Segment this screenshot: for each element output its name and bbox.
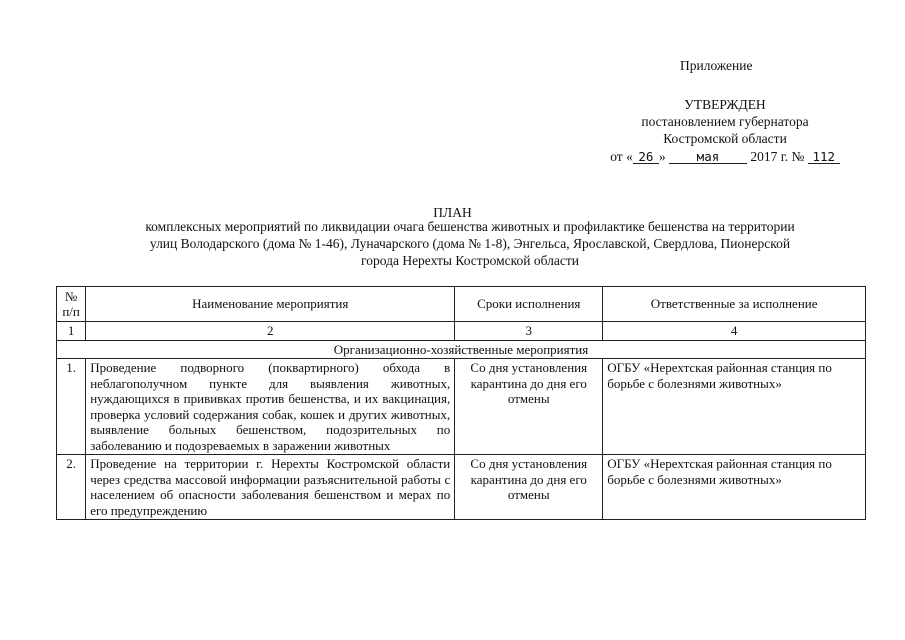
- row-responsible: ОГБУ «Нерехтская районная станция по борьбе с болезнями животных»: [603, 455, 866, 520]
- date-day-handwritten: 26: [633, 150, 659, 164]
- appendix-label: Приложение: [680, 58, 753, 73]
- row-name: Проведение на территории г. Нерехты Костромской области через средства массовой информации разъяснительной работы с населением об опасности заболевания бешенством и мерах по его предупреждению: [86, 455, 455, 520]
- column-number-row: [57, 322, 866, 341]
- column-number: 4: [603, 322, 866, 341]
- header-name: Наименование мероприятия: [86, 287, 455, 322]
- header-number: № п/п: [57, 287, 86, 322]
- approved-by-line: постановлением губернатора: [641, 114, 809, 129]
- row-term: Со дня установления карантина до дня его отмены: [455, 455, 603, 520]
- row-number: 2.: [57, 455, 86, 520]
- row-name: Проведение подворного (поквартирного) обхода в неблагополучном пункте для выявления животных, нуждающихся в прививках против бешенства, и их вакцинация, проверка условий содержания собак, кошек и других животных, выявление больных бешенством, подозрительных по заболеванию и подозреваемых в заражении животных: [86, 359, 455, 455]
- row-term: Со дня установления карантина до дня его отмены: [455, 359, 603, 455]
- plan-subtitle-line: комплексных мероприятий по ликвидации очага бешенства животных и профилактике бешенства на территории: [145, 219, 795, 234]
- plan-subtitle-line: города Нерехты Костромской области: [361, 253, 579, 268]
- column-number: 1: [57, 322, 86, 341]
- plan-subtitle: [90, 218, 850, 269]
- plan-subtitle-line: улиц Володарского (дома № 1-46), Луначарского (дома № 1-8), Энгельса, Ярославской, Свердлова, Пионерской: [149, 236, 791, 251]
- section-title: Организационно-хозяйственные мероприятия: [57, 340, 866, 359]
- section-row: [57, 340, 866, 359]
- date-prefix: от «: [610, 149, 633, 164]
- date-year: 2017 г. №: [750, 149, 805, 164]
- approved-region-line: Костромской области: [663, 131, 787, 146]
- header-term: Сроки исполнения: [455, 287, 603, 322]
- header-responsible: Ответственные за исполнение: [603, 287, 866, 322]
- column-number: 2: [86, 322, 455, 341]
- approval-date-line: [590, 148, 860, 165]
- doc-number-handwritten: 112: [808, 150, 840, 164]
- column-number: 3: [455, 322, 603, 341]
- plan-title: ПЛАН: [433, 205, 472, 220]
- table-row: [57, 359, 866, 455]
- plan-table: [56, 286, 866, 520]
- table-header-row: [57, 287, 866, 322]
- row-number: 1.: [57, 359, 86, 455]
- date-month-handwritten: мая: [669, 150, 747, 164]
- date-mid: »: [658, 149, 666, 164]
- row-responsible: ОГБУ «Нерехтская районная станция по борьбе с болезнями животных»: [603, 359, 866, 455]
- approved-heading: УТВЕРЖДЕН: [684, 97, 766, 112]
- approval-block: [590, 96, 860, 165]
- table-row: [57, 455, 866, 520]
